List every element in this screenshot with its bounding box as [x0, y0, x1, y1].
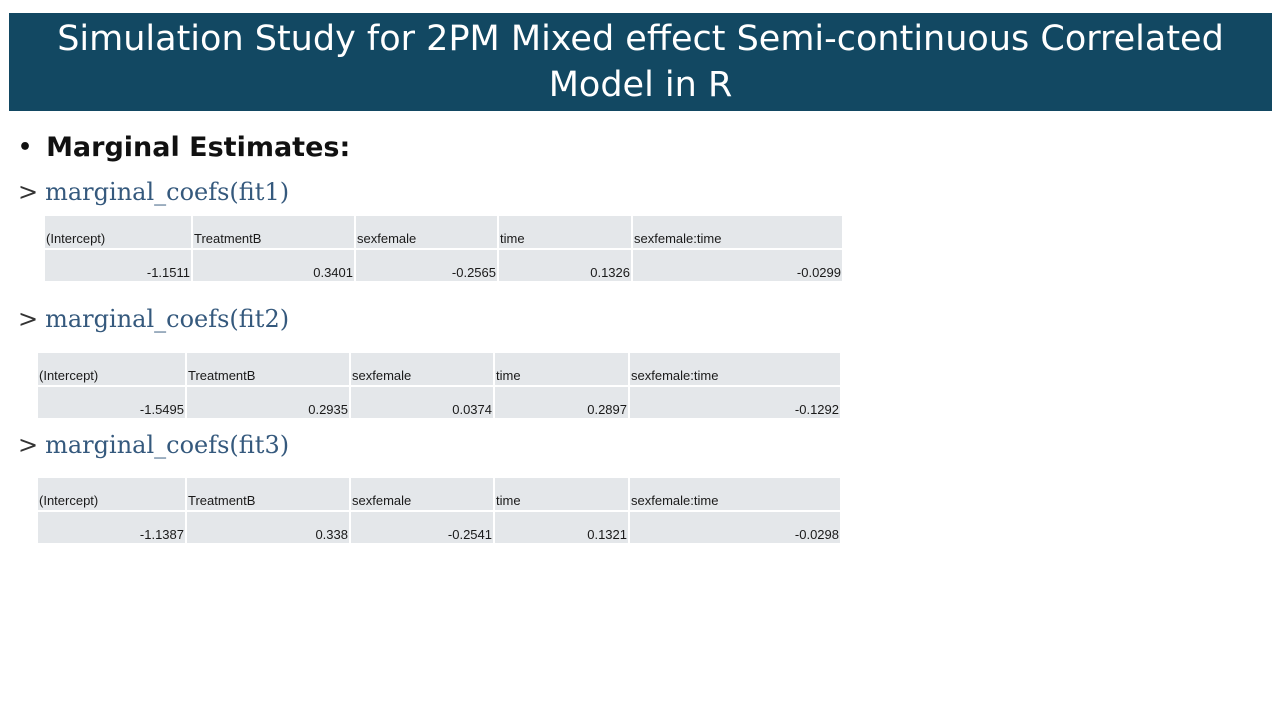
value-cell: 0.2897	[495, 387, 628, 418]
command-text: marginal_coefs(fit3)	[45, 431, 290, 459]
value-cell: 0.3401	[193, 250, 354, 281]
bullet-icon: •	[18, 135, 33, 160]
header-cell: sexfemale	[351, 478, 493, 510]
value-cell: -0.0298	[630, 512, 840, 543]
coef-table-1	[43, 214, 844, 283]
command-text: marginal_coefs(fit1)	[45, 178, 290, 206]
header-cell: sexfemale:time	[630, 353, 840, 385]
header-cell: time	[495, 478, 628, 510]
table-value-row	[38, 387, 840, 418]
bullet-text: Marginal Estimates:	[46, 132, 351, 163]
r-prompt: >	[18, 178, 39, 206]
header-cell: (Intercept)	[45, 216, 191, 248]
header-cell: (Intercept)	[38, 353, 185, 385]
header-cell: sexfemale:time	[630, 478, 840, 510]
value-cell: 0.338	[187, 512, 349, 543]
title-bar	[9, 13, 1272, 111]
header-cell: sexfemale	[356, 216, 497, 248]
header-cell: TreatmentB	[193, 216, 354, 248]
value-cell: 0.1321	[495, 512, 628, 543]
table-header-row	[45, 216, 842, 248]
r-prompt: >	[18, 305, 39, 333]
value-cell: -0.2565	[356, 250, 497, 281]
value-cell: 0.2935	[187, 387, 349, 418]
table-value-row	[45, 250, 842, 281]
r-command-3	[18, 431, 289, 459]
header-cell: TreatmentB	[187, 353, 349, 385]
value-cell: -1.1387	[38, 512, 185, 543]
table-header-row	[38, 353, 840, 385]
header-cell: TreatmentB	[187, 478, 349, 510]
value-cell: -1.1511	[45, 250, 191, 281]
header-cell: sexfemale:time	[633, 216, 842, 248]
value-cell: -1.5495	[38, 387, 185, 418]
header-cell: time	[495, 353, 628, 385]
slide-title: Simulation Study for 2PM Mixed effect Semi-continuous Correlated Model in R	[57, 19, 1224, 105]
value-cell: -0.0299	[633, 250, 842, 281]
table-value-row	[38, 512, 840, 543]
bullet-marginal-estimates	[18, 132, 350, 163]
header-cell: sexfemale	[351, 353, 493, 385]
r-command-1	[18, 178, 289, 206]
header-cell: time	[499, 216, 631, 248]
r-prompt: >	[18, 431, 39, 459]
command-text: marginal_coefs(fit2)	[45, 305, 290, 333]
value-cell: -0.2541	[351, 512, 493, 543]
value-cell: 0.0374	[351, 387, 493, 418]
header-cell: (Intercept)	[38, 478, 185, 510]
value-cell: 0.1326	[499, 250, 631, 281]
coef-table-3	[36, 476, 842, 545]
table-header-row	[38, 478, 840, 510]
coef-table-2	[36, 351, 842, 420]
value-cell: -0.1292	[630, 387, 840, 418]
r-command-2	[18, 305, 289, 333]
